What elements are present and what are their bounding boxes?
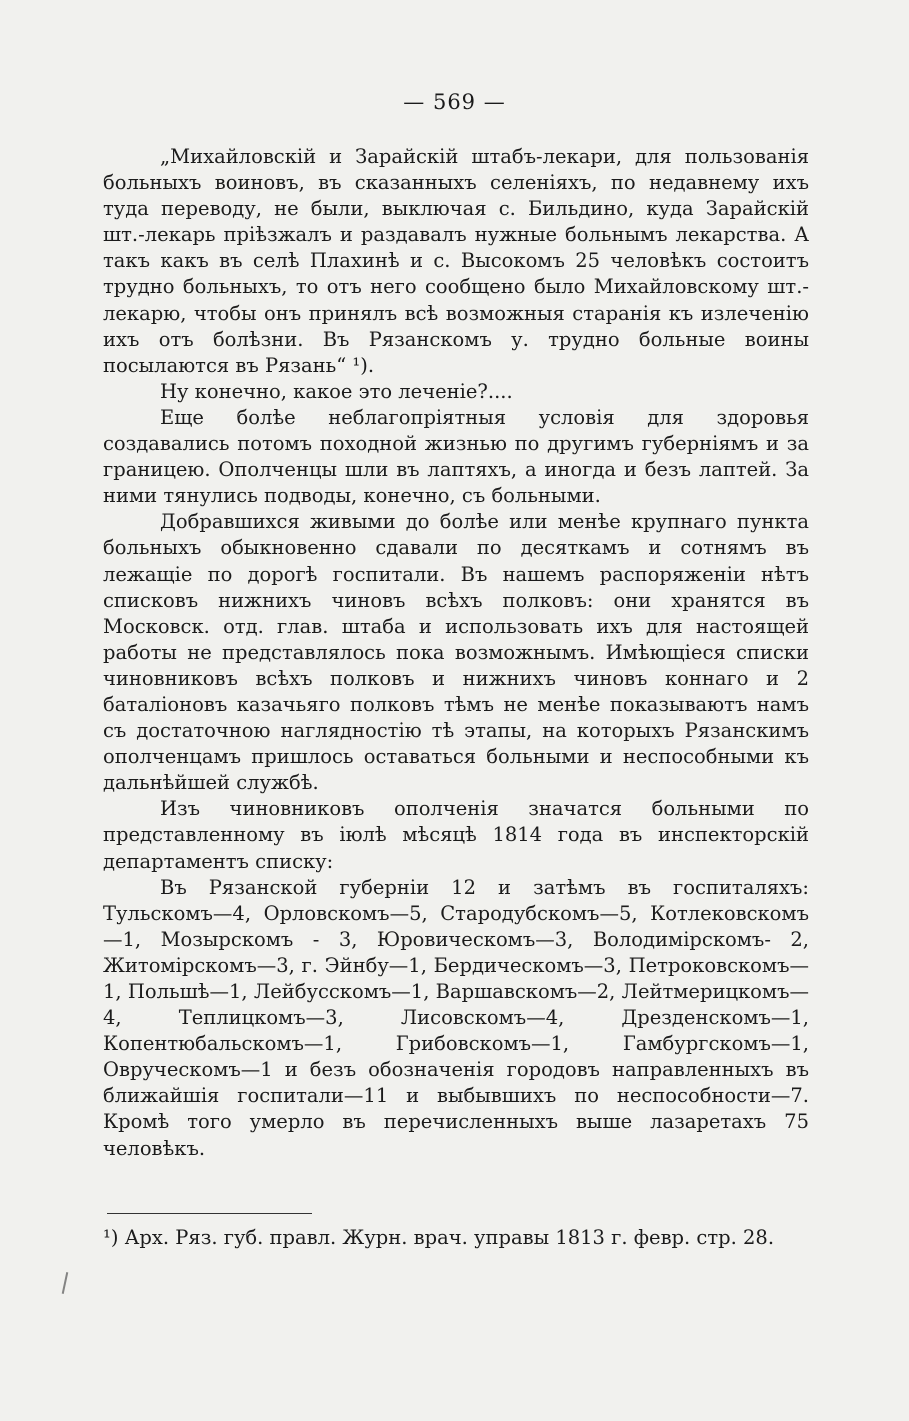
margin-pencil-mark [62,1272,69,1294]
paragraph-hospital-list: Въ Рязанской губерніи 12 и затѣмъ въ госпиталяхъ: Тульскомъ—4, Орловскомъ—5, Стародубскомъ—5, Котлековскомъ—1, Мозырскомъ - 3, Юровическомъ—3, Володимірскомъ- 2, Житомірскомъ—3, г. Эйнбу—1, Бердическомъ—3, Петроковскомъ—1, Польшѣ—1, Лейбусскомъ—1, Варшавскомъ—2, Лейтмерицкомъ—4, Теплицкомъ—3, Лисовскомъ—4, Дрезденскомъ—1, Копентюбальскомъ—1, Грибовскомъ—1, Гамбургскомъ—1, Овруческомъ—1 и безъ обозначенія городовъ направленныхъ въ ближайшія госпитали—11 и выбывшихъ по неспособности—7. Кромѣ того умерло въ перечисленныхъ выше лазаретахъ 75 человѣкъ. [103,875,809,1160]
paragraph-officials: Изъ чиновниковъ ополченія значатся больными по представленному въ іюлѣ мѣсяцѣ 1814 года въ инспекторскій департаментъ списку: [103,797,809,873]
main-text [103,144,809,1162]
paragraph-conditions: Еще болѣе неблагопріятныя условія для здоровья создавались потомъ походной жизнью по другимъ губерніямъ и за границею. Ополченцы шли въ лаптяхъ, а иногда и безъ лаптей. За ними тянулись подводы, конечно, съ больными. [103,405,809,508]
footnote [103,1221,809,1255]
footnote-text: ¹) Арх. Ряз. губ. правл. Журн. врач. управы 1813 г. февр. стр. 28. [103,1226,775,1249]
page-number: — 569 — [403,90,506,114]
paragraph-remark: Ну конечно, какое это леченіе?.... [160,379,513,403]
paragraph-hospitals: Добравшихся живыми до болѣе или менѣе крупнаго пункта больныхъ обыкновенно сдавали по десяткамъ и сотнямъ въ лежащіе по дорогѣ госпитали. Въ нашемъ распоряженіи нѣтъ списковъ нижнихъ чиновъ всѣхъ полковъ: они хранятся въ Московск. отд. глав. штаба и использовать ихъ для настоящей работы не представлялось пока возможнымъ. Имѣющіеся списки чиновниковъ всѣхъ полковъ и нижнихъ чиновъ коннаго и 2 баталіоновъ казачьяго полковъ тѣмъ не менѣе показываютъ намъ съ достаточною наглядностію тѣ этапы, на которыхъ Рязанскимъ ополченцамъ пришлось оставаться больными и неспособными къ дальнѣйшей службѣ. [103,510,809,795]
footnote-divider [107,1213,312,1214]
paragraph-quote: „Михайловскій и Зарайскій штабъ-лекари, для пользованія больныхъ воиновъ, въ сказанныхъ селеніяхъ, по недавнему ихъ туда переводу, не были, выключая с. Бильдино, куда Зарайскій шт.-лекарь пріѣзжалъ и раздавалъ нужные больнымъ лекарства. А такъ какъ въ селѣ Плахинѣ и с. Высокомъ 25 человѣкъ состоитъ трудно больныхъ, то отъ него сообщено было Михайловскому шт.-лекарю, чтобы онъ принялъ всѣ возможныя старанія къ излеченію ихъ отъ болѣзни. Въ Рязанскомъ у. трудно больные воины посылаются въ Рязань“ ¹). [103,145,809,377]
